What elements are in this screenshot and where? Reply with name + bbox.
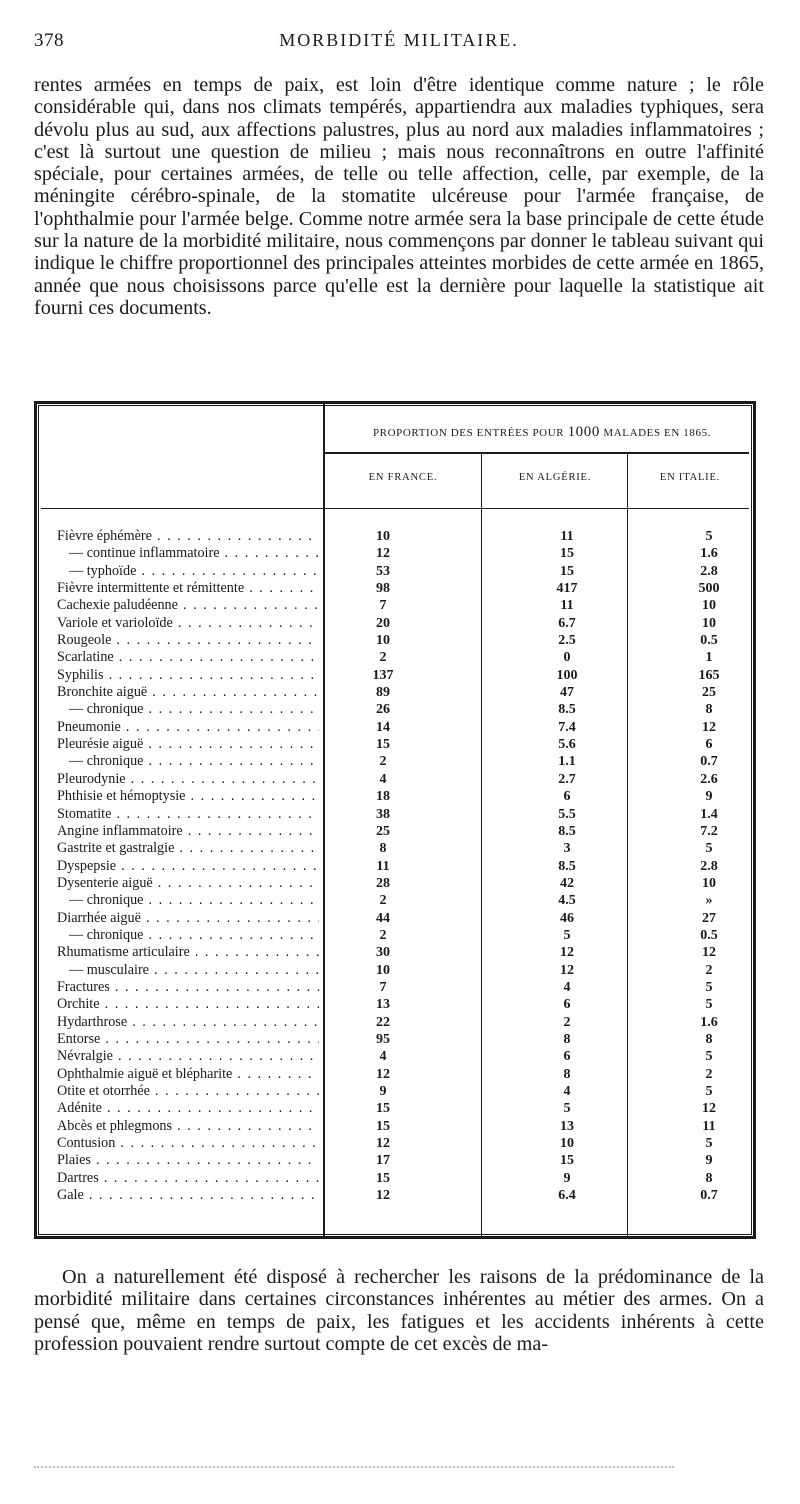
- cell-it: 6: [705, 737, 713, 753]
- table-divider: [323, 404, 325, 1236]
- row-label: [57, 1083, 319, 1100]
- table-row: [57, 719, 757, 736]
- cell-it: 2.6: [700, 771, 718, 787]
- row-label-text: Diarrhée aiguë: [57, 909, 141, 926]
- row-label-text: Plaies: [57, 1152, 91, 1169]
- cell-al: 12: [560, 945, 574, 961]
- cell-al: 47: [560, 685, 574, 701]
- row-label-text: Otite et otorrhée: [57, 1083, 150, 1099]
- cell-al: 8.5: [558, 702, 576, 718]
- cell-fr: 2: [379, 927, 387, 943]
- header-rule: [41, 508, 749, 509]
- cell-fr: 95: [376, 1031, 390, 1047]
- row-label-text: — continue inflammatoire: [57, 545, 220, 561]
- row-label-text: Entorse: [57, 1030, 101, 1047]
- cell-it: 0.5: [700, 927, 718, 943]
- table-row: [57, 1118, 757, 1135]
- table-row: [57, 649, 757, 666]
- cell-al: 10: [560, 1136, 574, 1152]
- closing-paragraph: On a naturellement été disposé à rechercher les raisons de la prédominance de la morbidité militaire dans certaines circonstances inhérentes au métier des armes. On a pensé que, même en temps de paix, les fatigues et les accidents inhérents à cette profession pouvaient rendre surtout compte de cet excès de ma-: [34, 1266, 764, 1355]
- cell-al: 8: [563, 1066, 571, 1082]
- running-title: MORBIDITÉ MILITAIRE.: [279, 30, 519, 50]
- table-row: [57, 563, 757, 580]
- page-number: 378: [34, 30, 64, 51]
- row-label: [57, 1170, 319, 1187]
- cell-fr: 25: [376, 823, 390, 839]
- cell-it: 9: [705, 789, 713, 805]
- cell-it: 5: [705, 997, 713, 1013]
- row-label: [57, 1135, 319, 1152]
- row-label: [57, 910, 319, 927]
- table-row: [57, 927, 757, 944]
- cell-fr: 89: [376, 685, 390, 701]
- cell-al: 15: [560, 546, 574, 562]
- column-header-france: EN FRANCE.: [368, 472, 438, 483]
- cell-fr: 10: [376, 962, 390, 978]
- cell-al: 100: [556, 667, 578, 683]
- cell-al: 5.6: [558, 737, 576, 753]
- cell-it: 10: [702, 875, 716, 891]
- table-row: [57, 944, 757, 961]
- cell-al: 11: [560, 598, 574, 614]
- cell-al: 6.4: [558, 1188, 576, 1204]
- page-header: [34, 30, 764, 60]
- cell-it: 8: [705, 1031, 713, 1047]
- table-row: [57, 1187, 757, 1204]
- table-row: [57, 736, 757, 753]
- cell-it: 500: [698, 581, 720, 597]
- intro-paragraph: rentes armées en temps de paix, est loin d'être identique comme nature ; le rôle considérable qui, dans nos climats tempérés, appartiendra aux maladies typhiques, sera dévolu plus au sud, aux affections palustres, plus au nord aux maladies inflammatoires ; c'est là surtout une question de milieu ; mais nous reconnaîtrons en outre l'affinité spéciale, pour certaines armées, de telle ou telle affection, celle, par exemple, de la méningite cérébro-spinale, de la stomatite ulcéreuse pour l'armée française, de l'ophthalmie pour l'armée belge. Comme notre armée sera la base principale de cette étude sur la nature de la morbidité militaire, nous commençons par donner le tableau suivant qui indique le chiffre proportionnel des principales atteintes morbides de cette armée en 1865, année que nous choisissons parce qu'elle est la dernière pour laquelle la statistique ait fourni ces documents.: [34, 74, 764, 319]
- table-row: [57, 962, 757, 979]
- cell-fr: 137: [372, 667, 394, 683]
- row-label: [57, 528, 319, 545]
- table-row: [57, 528, 757, 545]
- row-label: [57, 563, 319, 580]
- cell-fr: 12: [376, 1188, 390, 1204]
- cell-it: 0.7: [700, 754, 718, 770]
- row-label: [57, 1031, 319, 1048]
- row-label: [57, 753, 319, 770]
- cell-it: 1.6: [700, 546, 718, 562]
- cell-fr: 15: [376, 1170, 390, 1186]
- cell-it: 2: [705, 962, 713, 978]
- column-divider: [627, 454, 628, 1236]
- cell-fr: 44: [376, 910, 390, 926]
- table-row: [57, 996, 757, 1013]
- table-row: [57, 1170, 757, 1187]
- cell-fr: 7: [379, 979, 387, 995]
- cell-it: 10: [702, 598, 716, 614]
- row-label-text: Contusion: [57, 1135, 116, 1152]
- cell-it: 1.6: [700, 1014, 718, 1030]
- row-label: [57, 996, 319, 1013]
- cell-fr: 13: [376, 997, 390, 1013]
- cell-it: 2.8: [700, 563, 718, 579]
- cell-al: 4: [563, 979, 571, 995]
- cell-fr: 2: [379, 650, 387, 666]
- cell-al: 3: [563, 841, 571, 857]
- cell-it: 0.5: [700, 633, 718, 649]
- row-label: [57, 667, 319, 684]
- row-label: [57, 736, 319, 753]
- group-header-rule: [325, 452, 749, 454]
- cell-it: 8: [705, 1170, 713, 1186]
- cell-it: 5: [705, 841, 713, 857]
- table-row: [57, 667, 757, 684]
- table-row: [57, 615, 757, 632]
- row-label-text: — chronique: [57, 701, 143, 717]
- row-label: [57, 649, 319, 666]
- cell-al: 15: [560, 1153, 574, 1169]
- row-label-text: — chronique: [57, 753, 143, 769]
- cell-it: 8: [705, 702, 713, 718]
- cell-al: 46: [560, 910, 574, 926]
- cell-al: 2.7: [558, 771, 576, 787]
- table-row: [57, 771, 757, 788]
- cell-fr: 20: [376, 615, 390, 631]
- row-label: [57, 1066, 319, 1083]
- cell-fr: 15: [376, 1101, 390, 1117]
- table-row: [57, 545, 757, 562]
- cell-fr: 8: [379, 841, 387, 857]
- row-label: [57, 788, 319, 805]
- row-label: [57, 597, 319, 614]
- cell-al: 0: [563, 650, 571, 666]
- row-label: [57, 944, 319, 961]
- row-label-text: Scarlatine: [57, 649, 114, 666]
- cell-fr: 26: [376, 702, 390, 718]
- cell-al: 15: [560, 563, 574, 579]
- table-row: [57, 632, 757, 649]
- table-row: [57, 597, 757, 614]
- cell-it: 165: [698, 667, 720, 683]
- group-header-prefix: PROPORTION DES ENTRÉES POUR: [372, 427, 565, 439]
- table-row: [57, 1031, 757, 1048]
- table-row: [57, 1100, 757, 1117]
- cell-fr: 2: [379, 754, 387, 770]
- cell-fr: 7: [379, 598, 387, 614]
- cell-fr: 53: [376, 563, 390, 579]
- cell-it: 1.4: [700, 806, 718, 822]
- row-label: [57, 615, 319, 632]
- row-label-text: Fièvre éphémère: [57, 528, 152, 544]
- cell-al: 4.5: [558, 893, 576, 909]
- row-label: [57, 840, 319, 857]
- row-label: [57, 962, 319, 979]
- table-row: [57, 875, 757, 892]
- cell-it: 12: [702, 945, 716, 961]
- cell-fr: 4: [379, 771, 387, 787]
- cell-al: 13: [560, 1118, 574, 1134]
- table-row: [57, 753, 757, 770]
- cell-it: 25: [702, 685, 716, 701]
- row-label-text: Rhumatisme articulaire: [57, 944, 190, 961]
- group-header: [337, 424, 747, 441]
- row-label-text: Gale: [57, 1187, 84, 1204]
- row-label-text: Stomatite: [57, 805, 112, 822]
- row-label-text: Dysenterie aiguë: [57, 874, 153, 891]
- row-label-text: Hydarthrose: [57, 1013, 128, 1030]
- cell-fr: 18: [376, 789, 390, 805]
- cell-it: 12: [702, 1101, 716, 1117]
- cell-fr: 9: [379, 1084, 387, 1099]
- row-label-text: Névralgie: [57, 1048, 113, 1065]
- table-row: [57, 910, 757, 927]
- table-row: [57, 580, 757, 597]
- row-label-text: Dartres: [57, 1169, 99, 1186]
- cell-al: 4: [563, 1084, 571, 1099]
- row-label-text: Pneumonie: [57, 718, 121, 735]
- cell-al: 7.4: [558, 719, 576, 735]
- table-row: [57, 1152, 757, 1169]
- cell-al: 5: [563, 927, 571, 943]
- cell-al: 11: [560, 529, 574, 544]
- row-label: [57, 684, 319, 701]
- row-label: [57, 1152, 319, 1169]
- column-header-algerie: EN ALGÉRIE.: [518, 472, 592, 483]
- row-label-text: — typhoïde: [57, 563, 136, 579]
- cell-al: 417: [556, 581, 578, 597]
- row-label: [57, 823, 319, 840]
- cell-it: 12: [702, 719, 716, 735]
- row-label: [57, 632, 319, 649]
- cell-al: 6: [563, 789, 571, 805]
- cell-it: 5: [705, 1049, 713, 1065]
- cell-fr: 17: [376, 1153, 390, 1169]
- row-label: [57, 701, 319, 718]
- cell-fr: 14: [376, 719, 390, 735]
- row-label: [57, 875, 319, 892]
- cell-it: 27: [702, 910, 716, 926]
- row-label: [57, 1014, 319, 1031]
- cell-fr: 12: [376, 1136, 390, 1152]
- cell-al: 12: [560, 962, 574, 978]
- row-label-text: Fièvre intermittente et rémittente: [57, 580, 245, 597]
- cell-it: 0.7: [700, 1188, 718, 1204]
- table-row: [57, 823, 757, 840]
- row-label-text: Gastrite et gastralgie: [57, 840, 175, 857]
- row-label-text: Pleurodynie: [57, 770, 126, 787]
- row-label-text: Ophthalmie aiguë et blépharite: [57, 1065, 233, 1082]
- table-row: [57, 858, 757, 875]
- cell-fr: 28: [376, 875, 390, 891]
- cell-it: 10: [702, 615, 716, 631]
- table-row: [57, 684, 757, 701]
- column-divider: [481, 454, 482, 1236]
- cell-it: 2.8: [700, 858, 718, 874]
- row-label-text: Bronchite aiguë: [57, 684, 148, 701]
- group-header-number: 1000: [567, 424, 600, 440]
- row-label: [57, 580, 319, 597]
- cell-fr: 12: [376, 546, 390, 562]
- cell-al: 2: [563, 1014, 571, 1030]
- row-label-text: — chronique: [57, 892, 143, 908]
- cell-fr: 98: [376, 581, 390, 597]
- cell-al: 1.1: [558, 754, 576, 770]
- cell-fr: 2: [379, 893, 387, 909]
- cell-it: »: [705, 893, 713, 909]
- row-label-text: Orchite: [57, 996, 100, 1013]
- cell-fr: 10: [376, 529, 390, 544]
- cell-it: 7.2: [700, 823, 718, 839]
- cell-al: 6.7: [558, 615, 576, 631]
- table-row: [57, 1135, 757, 1152]
- table-row: [57, 979, 757, 996]
- table-row: [57, 1048, 757, 1065]
- row-label-text: Pleurésie aiguë: [57, 736, 144, 753]
- cell-it: 5: [705, 979, 713, 995]
- table-row: [57, 840, 757, 857]
- cell-it: 2: [705, 1066, 713, 1082]
- table-row: [57, 1066, 757, 1083]
- row-label-text: — musculaire: [57, 962, 149, 978]
- cell-fr: 12: [376, 1066, 390, 1082]
- row-label: [57, 927, 319, 944]
- cell-al: 8: [563, 1031, 571, 1047]
- row-label: [57, 1118, 319, 1135]
- row-label: [57, 806, 319, 823]
- row-label-text: Abcès et phlegmons: [57, 1117, 173, 1134]
- cell-al: 5: [563, 1101, 571, 1117]
- cell-it: 9: [705, 1153, 713, 1169]
- row-label-text: — chronique: [57, 927, 143, 943]
- cell-al: 6: [563, 1049, 571, 1065]
- cell-fr: 11: [376, 858, 390, 874]
- row-label-text: Syphilis: [57, 666, 104, 683]
- row-label: [57, 979, 319, 996]
- row-label: [57, 858, 319, 875]
- row-label-text: Fractures: [57, 978, 110, 995]
- table-row: [57, 806, 757, 823]
- row-label-text: Rougeole: [57, 632, 112, 649]
- cell-al: 42: [560, 875, 574, 891]
- cell-fr: 15: [376, 1118, 390, 1134]
- cell-al: 5.5: [558, 806, 576, 822]
- table-row: [57, 1083, 757, 1100]
- row-label-text: Variole et varioloïde: [57, 614, 173, 631]
- footer-rule: [34, 1466, 674, 1470]
- row-label: [57, 1048, 319, 1065]
- cell-al: 9: [563, 1170, 571, 1186]
- cell-fr: 30: [376, 945, 390, 961]
- cell-fr: 4: [379, 1049, 387, 1065]
- cell-it: 5: [705, 1084, 713, 1099]
- cell-al: 8.5: [558, 858, 576, 874]
- table-body: [57, 528, 757, 1204]
- morbidity-table: [34, 401, 756, 1239]
- row-label: [57, 545, 319, 562]
- row-label-text: Angine inflammatoire: [57, 822, 183, 839]
- row-label-text: Phthisie et hémoptysie: [57, 788, 186, 805]
- cell-fr: 10: [376, 633, 390, 649]
- row-label: [57, 771, 319, 788]
- cell-it: 5: [705, 529, 713, 544]
- row-label-text: Adénite: [57, 1100, 102, 1117]
- group-header-suffix: MALADES EN 1865.: [603, 427, 712, 439]
- table-row: [57, 788, 757, 805]
- cell-al: 2.5: [558, 633, 576, 649]
- table-row: [57, 1014, 757, 1031]
- cell-it: 11: [702, 1118, 716, 1134]
- cell-fr: 15: [376, 737, 390, 753]
- column-header-italie: EN ITALIE.: [659, 472, 721, 483]
- cell-fr: 38: [376, 806, 390, 822]
- table-row: [57, 892, 757, 909]
- cell-it: 5: [705, 1136, 713, 1152]
- row-label: [57, 1100, 319, 1117]
- cell-al: 6: [563, 997, 571, 1013]
- row-label-text: Dyspepsie: [57, 857, 117, 874]
- row-label: [57, 719, 319, 736]
- table-row: [57, 701, 757, 718]
- cell-al: 8.5: [558, 823, 576, 839]
- row-label-text: Cachexie paludéenne: [57, 597, 178, 614]
- cell-fr: 22: [376, 1014, 390, 1030]
- row-label: [57, 1187, 319, 1204]
- cell-it: 1: [705, 650, 713, 666]
- row-label: [57, 892, 319, 909]
